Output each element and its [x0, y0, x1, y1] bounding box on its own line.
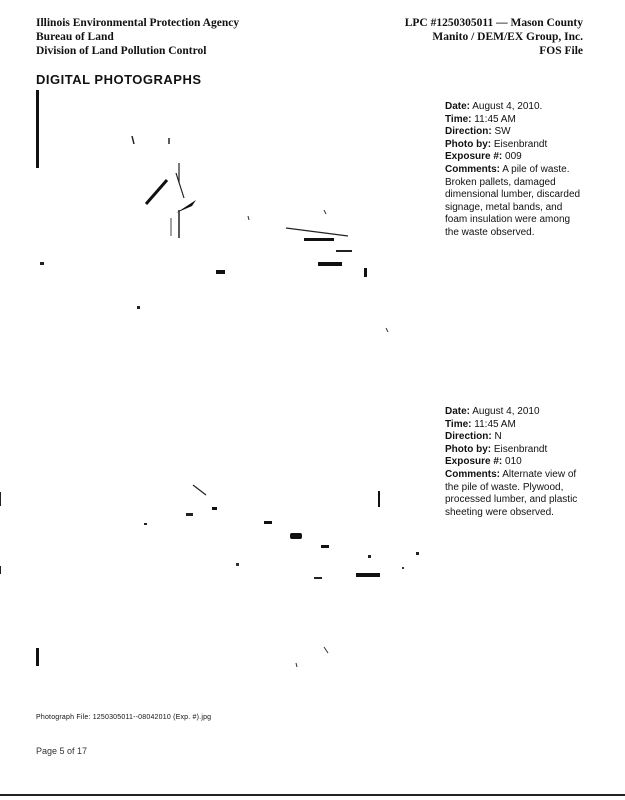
page-number: Page 5 of 17	[36, 746, 88, 756]
photo-details-009: Date: August 4, 2010. Time: 11:45 AM Direction: SW Photo by: Eisenbrandt Exposure #: 009 Comments: A pile of waste. Broken pallets, damaged dimensional lumber, discarded signage, metal bands, and foam insulation were among the waste observed.	[445, 101, 581, 238]
photo-exposure: 009	[505, 151, 522, 163]
photo-exposure-010	[36, 395, 436, 675]
photograph-file-name: Photograph File: 1250305011--08042010 (Exp. #).jpg	[36, 714, 212, 721]
file-header	[405, 16, 583, 58]
file-type: FOS File	[539, 45, 583, 57]
division-name: Division of Land Pollution Control	[36, 45, 207, 57]
photo-details-010: Date: August 4, 2010 Time: 11:45 AM Direction: N Photo by: Eisenbrandt Exposure #: 010 Comments: Alternate view of the pile of waste. Plywood, processed lumber, and plastic sheeting were observed.	[445, 406, 578, 518]
photo-time: 11:45 AM	[474, 418, 516, 430]
photo-image	[36, 88, 436, 383]
agency-header	[36, 16, 239, 58]
photo-date: August 4, 2010.	[472, 101, 543, 112]
scan-edge-mark	[0, 492, 1, 506]
lpc-number: LPC #1250305011 — Mason County	[404, 17, 583, 29]
photo-by: Eisenbrandt	[493, 138, 548, 150]
site-name: Manito / DEM/EX Group, Inc.	[432, 31, 583, 43]
photo-by: Eisenbrandt	[493, 443, 548, 455]
photo-comments: A pile of waste. Broken pallets, damaged dimensional lumber, discarded signage, metal bands, and foam insulation were among the waste observed.	[445, 163, 581, 238]
photo-exposure-009	[36, 88, 436, 383]
photo-time: 11:45 AM	[474, 113, 516, 125]
section-title: DIGITAL PHOTOGRAPHS	[36, 72, 202, 84]
page-bottom-rule	[0, 794, 625, 796]
photo-comments: Alternate view of the pile of waste. Plywood, processed lumber, and plastic sheeting were observed.	[445, 468, 578, 518]
photo-direction: N	[494, 431, 502, 443]
photo-image	[36, 395, 436, 675]
agency-name: Illinois Environmental Protection Agency	[36, 17, 240, 29]
photo-exposure: 010	[505, 456, 522, 468]
scan-edge-mark	[0, 566, 1, 574]
photo-date: August 4, 2010	[472, 406, 540, 417]
photo-direction: SW	[494, 126, 511, 138]
bureau-name: Bureau of Land	[36, 31, 114, 43]
